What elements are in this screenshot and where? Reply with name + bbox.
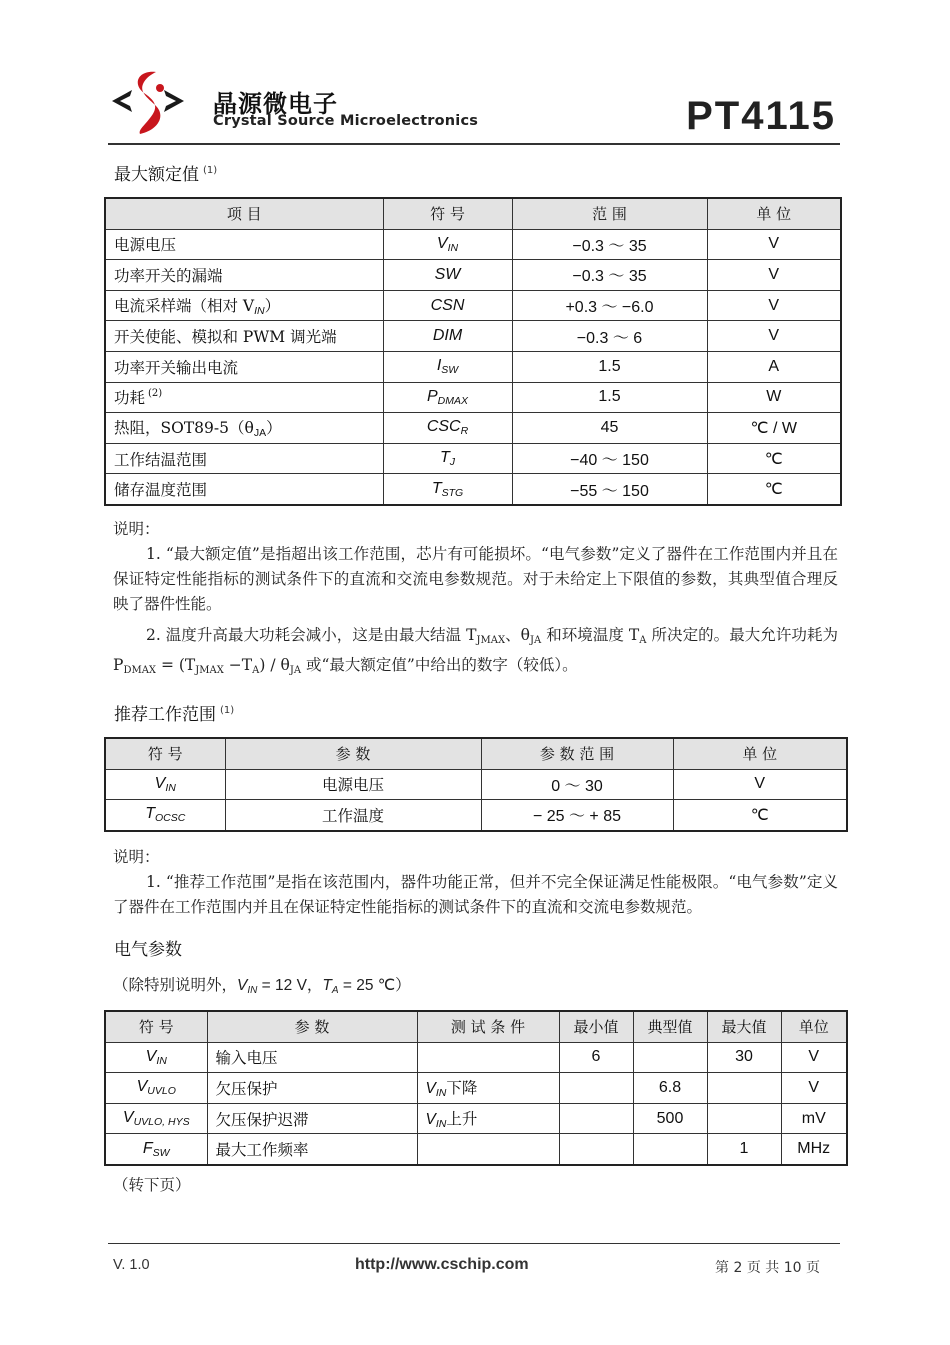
note-text: 2. 温度升高最大功耗会减小，这是由最大结温 T — [146, 626, 477, 644]
footer-url[interactable]: http://www.cschip.com — [355, 1256, 529, 1273]
note-2 — [113, 623, 838, 683]
cell-max: 1 — [707, 1134, 781, 1165]
symbol-sub: SW — [152, 1146, 170, 1159]
note-1: 1. “最大额定值”是指超出该工作范围，芯片有可能损坏。“电气参数”定义了器件在工作范围内并且在保证特定性能指标的测试条件下的直流和交流电参数规范。对于未给定上下限值的参数，其典型值合理反映了器件性能。 — [113, 545, 838, 613]
table-row — [105, 769, 847, 800]
cond-text: 下降 — [446, 1079, 478, 1098]
table-header-row — [105, 738, 847, 769]
table-row — [105, 413, 841, 444]
cell-range: − 25 ～ + 85 — [481, 800, 673, 831]
table-row — [105, 260, 841, 291]
notes-label: 说明： — [113, 848, 160, 866]
symbol-sub: UVLO — [147, 1085, 176, 1098]
cell-condition — [417, 1042, 559, 1073]
cell-param: 输入电压 — [207, 1042, 417, 1073]
symbol-sub: IN — [165, 781, 176, 794]
cell-unit: V — [781, 1042, 847, 1073]
cell-unit: MHz — [781, 1134, 847, 1165]
table-row — [105, 474, 841, 505]
cell-unit: A — [707, 351, 841, 382]
symbol-sub: J — [449, 456, 456, 469]
cell-unit: V — [707, 260, 841, 291]
cell-item: 开关使能、模拟和 PWM 调光端 — [105, 321, 383, 352]
cell-item: 功率开关输出电流 — [105, 351, 383, 382]
cell-item — [105, 413, 383, 444]
note-text: −T — [223, 656, 253, 674]
col-header-min: 最小值 — [559, 1011, 633, 1042]
brand-name-en: Crystal Source Microelectronics — [213, 113, 479, 129]
cell-range: +0.3 ～ −6.0 — [512, 290, 707, 321]
col-header-symbol: 符 号 — [383, 198, 512, 229]
cond-text: （除特别说明外， — [113, 976, 238, 994]
cell-range: −0.3 ～ 35 — [512, 229, 707, 260]
cell-condition — [417, 1073, 559, 1104]
cell-symbol — [383, 229, 512, 260]
cell-param: 欠压保护迟滞 — [207, 1103, 417, 1134]
symbol-sub: IN — [156, 1054, 167, 1067]
cond-symbol: V — [425, 1080, 436, 1098]
cell-max: 30 — [707, 1042, 781, 1073]
symbol-base: V — [154, 774, 166, 792]
col-header-param: 参 数 — [225, 738, 481, 769]
cell-unit: W — [707, 382, 841, 413]
note-sub: JMAX — [476, 635, 506, 646]
table-row — [105, 321, 841, 352]
note-sub: JA — [289, 665, 302, 676]
table-row — [105, 443, 841, 474]
cell-symbol — [383, 443, 512, 474]
symbol-base: F — [142, 1139, 153, 1157]
table-header-row — [105, 1011, 847, 1042]
abs-max-title-text: 最大额定值 — [114, 165, 199, 185]
col-header-condition: 测 试 条 件 — [417, 1011, 559, 1042]
symbol-sub: STG — [441, 486, 464, 499]
symbol-base: T — [439, 449, 450, 467]
note-sub: DMAX — [123, 665, 157, 676]
abs-max-notes — [113, 517, 838, 683]
cell-range: 1.5 — [512, 382, 707, 413]
cell-symbol — [105, 1103, 207, 1134]
note-sub: JA — [530, 635, 542, 646]
col-header-unit: 单 位 — [707, 198, 841, 229]
col-header-max: 最大值 — [707, 1011, 781, 1042]
cell-unit: ℃ — [707, 474, 841, 505]
cell-typ: 6.8 — [633, 1073, 707, 1104]
note-sub: A — [252, 665, 260, 676]
symbol-base: T — [431, 479, 442, 497]
cond-symbol: V — [237, 977, 248, 994]
table-row — [105, 1134, 847, 1165]
continued-text: （转下页） — [113, 1176, 191, 1194]
cell-unit: V — [673, 769, 847, 800]
symbol-sub: UVLO, HYS — [133, 1116, 190, 1129]
item-sub: JA — [253, 427, 267, 440]
cell-item: 电源电压 — [105, 229, 383, 260]
table-row — [105, 229, 841, 260]
cell-symbol — [105, 800, 225, 831]
cell-range: −0.3 ～ 6 — [512, 321, 707, 352]
cell-range: −55 ～ 150 — [512, 474, 707, 505]
cell-item — [105, 290, 383, 321]
cell-symbol — [105, 1073, 207, 1104]
cell-param: 欠压保护 — [207, 1073, 417, 1104]
cell-unit: ℃ / W — [707, 413, 841, 444]
cond-sub: IN — [435, 1087, 447, 1100]
cell-symbol — [383, 351, 512, 382]
cell-range: 0 ～ 30 — [481, 769, 673, 800]
cond-sub: IN — [435, 1118, 447, 1131]
table-row — [105, 351, 841, 382]
cell-unit: ℃ — [707, 443, 841, 474]
symbol-sub: R — [460, 425, 469, 438]
symbol-base: CSC — [426, 418, 461, 436]
table-row — [105, 382, 841, 413]
col-header-unit: 单 位 — [673, 738, 847, 769]
cell-min — [559, 1103, 633, 1134]
col-header-unit: 单位 — [781, 1011, 847, 1042]
note-text: 和环境温度 T — [541, 626, 640, 644]
cell-symbol — [383, 413, 512, 444]
abs-max-table — [104, 197, 842, 506]
cond-sub: IN — [247, 985, 258, 996]
symbol-base: T — [145, 805, 155, 823]
cell-unit: V — [781, 1073, 847, 1104]
cell-unit: V — [707, 290, 841, 321]
header-rule — [108, 143, 840, 145]
abs-max-note-ref: (1) — [203, 165, 218, 176]
company-logo — [108, 66, 188, 136]
cell-condition — [417, 1103, 559, 1134]
cell-symbol — [383, 321, 512, 352]
electrical-title-text: 电气参数 — [114, 940, 182, 960]
electrical-title — [114, 935, 182, 960]
note-sub: A — [639, 635, 647, 646]
symbol-base: CSN — [430, 296, 465, 314]
col-header-param: 参 数 — [207, 1011, 417, 1042]
cell-param: 工作温度 — [225, 800, 481, 831]
cell-item: 储存温度范围 — [105, 474, 383, 505]
item-tail: ） — [264, 297, 281, 316]
cell-max — [707, 1103, 781, 1134]
cell-range: −0.3 ～ 35 — [512, 260, 707, 291]
cell-typ — [633, 1042, 707, 1073]
col-header-item: 项 目 — [105, 198, 383, 229]
cell-unit: V — [707, 321, 841, 352]
note-text: 所决定的。最大允许功耗为 P — [113, 626, 838, 674]
col-header-typ: 典型值 — [633, 1011, 707, 1042]
item-sub: IN — [254, 305, 265, 318]
cell-symbol — [383, 260, 512, 291]
cell-min — [559, 1073, 633, 1104]
cell-item — [105, 382, 383, 413]
cell-range: −40 ～ 150 — [512, 443, 707, 474]
abs-max-title — [114, 160, 217, 185]
cell-symbol — [105, 1134, 207, 1165]
cell-min — [559, 1134, 633, 1165]
note-text: ) / θ — [259, 656, 290, 674]
col-header-range: 范 围 — [512, 198, 707, 229]
symbol-base: V — [436, 234, 448, 252]
item-text: 电流采样端（相对 V — [114, 297, 255, 316]
cell-range: 45 — [512, 413, 707, 444]
symbol-sub: OCSC — [154, 812, 186, 825]
note-1: 1. “推荐工作范围”是指在该范围内，器件功能正常，但并不完全保证满足性能极限。“电气参数”定义了器件在工作范围内并且在保证特定性能指标的测试条件下的直流和交流电参数规范。 — [113, 873, 838, 916]
cell-symbol — [105, 1042, 207, 1073]
item-note-ref: (2) — [148, 388, 163, 400]
symbol-base: I — [436, 357, 442, 375]
item-text: 热阻，SOT89-5（θ — [114, 419, 254, 438]
symbol-sub: IN — [447, 241, 459, 254]
table-row — [105, 800, 847, 831]
continued-note — [113, 1173, 838, 1198]
cell-unit: V — [707, 229, 841, 260]
col-header-symbol: 符 号 — [105, 1011, 207, 1042]
brand-name-cn: 晶源微电子 — [213, 90, 338, 118]
cond-symbol: T — [322, 977, 332, 994]
note-sub: JMAX — [195, 665, 224, 676]
cell-item: 工作结温范围 — [105, 443, 383, 474]
col-header-symbol: 符 号 — [105, 738, 225, 769]
cond-text: 上升 — [446, 1110, 478, 1129]
note-text: 或“最大额定值”中给出的数字（较低）。 — [301, 656, 578, 674]
recommended-note-ref: (1) — [220, 705, 235, 716]
electrical-conditions — [113, 973, 838, 1003]
cell-unit: ℃ — [673, 800, 847, 831]
cell-max — [707, 1073, 781, 1104]
symbol-base: V — [145, 1047, 157, 1065]
cond-symbol: V — [425, 1111, 436, 1129]
symbol-base: SW — [434, 265, 461, 283]
cell-typ: 500 — [633, 1103, 707, 1134]
note-text: = (T — [156, 656, 196, 674]
cell-unit: mV — [781, 1103, 847, 1134]
cell-symbol — [383, 382, 512, 413]
conditions-line — [113, 973, 838, 1003]
cond-sub: A — [331, 985, 339, 996]
cond-text: = 25 ℃） — [338, 977, 411, 994]
cell-range: 1.5 — [512, 351, 707, 382]
cell-condition — [417, 1134, 559, 1165]
footer-rule — [108, 1243, 840, 1244]
table-row — [105, 1042, 847, 1073]
footer-page-number: 第 2 页 共 10 页 — [715, 1260, 820, 1276]
cell-item: 功率开关的漏端 — [105, 260, 383, 291]
recommended-table — [104, 737, 848, 832]
table-row — [105, 1073, 847, 1104]
symbol-sub: DMAX — [437, 394, 468, 407]
cell-min: 6 — [559, 1042, 633, 1073]
cell-symbol — [105, 769, 225, 800]
recommended-title-text: 推荐工作范围 — [114, 705, 216, 725]
cell-typ — [633, 1134, 707, 1165]
cell-symbol — [383, 474, 512, 505]
symbol-base: DIM — [432, 327, 463, 345]
part-number: PT4115 — [686, 94, 836, 138]
table-row — [105, 290, 841, 321]
cell-symbol — [383, 290, 512, 321]
recommended-notes — [113, 845, 838, 920]
symbol-base: P — [426, 387, 438, 405]
table-header-row — [105, 198, 841, 229]
notes-label: 说明： — [113, 520, 160, 538]
note-text: 、θ — [505, 626, 530, 644]
table-row — [105, 1103, 847, 1134]
symbol-base: V — [122, 1109, 134, 1127]
electrical-table — [104, 1010, 848, 1166]
cell-param: 电源电压 — [225, 769, 481, 800]
col-header-range: 参 数 范 围 — [481, 738, 673, 769]
recommended-title — [114, 700, 234, 725]
footer-version: V. 1.0 — [113, 1257, 150, 1273]
cond-text: = 12 V， — [257, 977, 323, 994]
item-text: 功耗 — [114, 389, 146, 408]
symbol-sub: SW — [441, 364, 459, 377]
cell-param: 最大工作频率 — [207, 1134, 417, 1165]
item-tail: ） — [266, 419, 282, 438]
symbol-base: V — [136, 1078, 148, 1096]
